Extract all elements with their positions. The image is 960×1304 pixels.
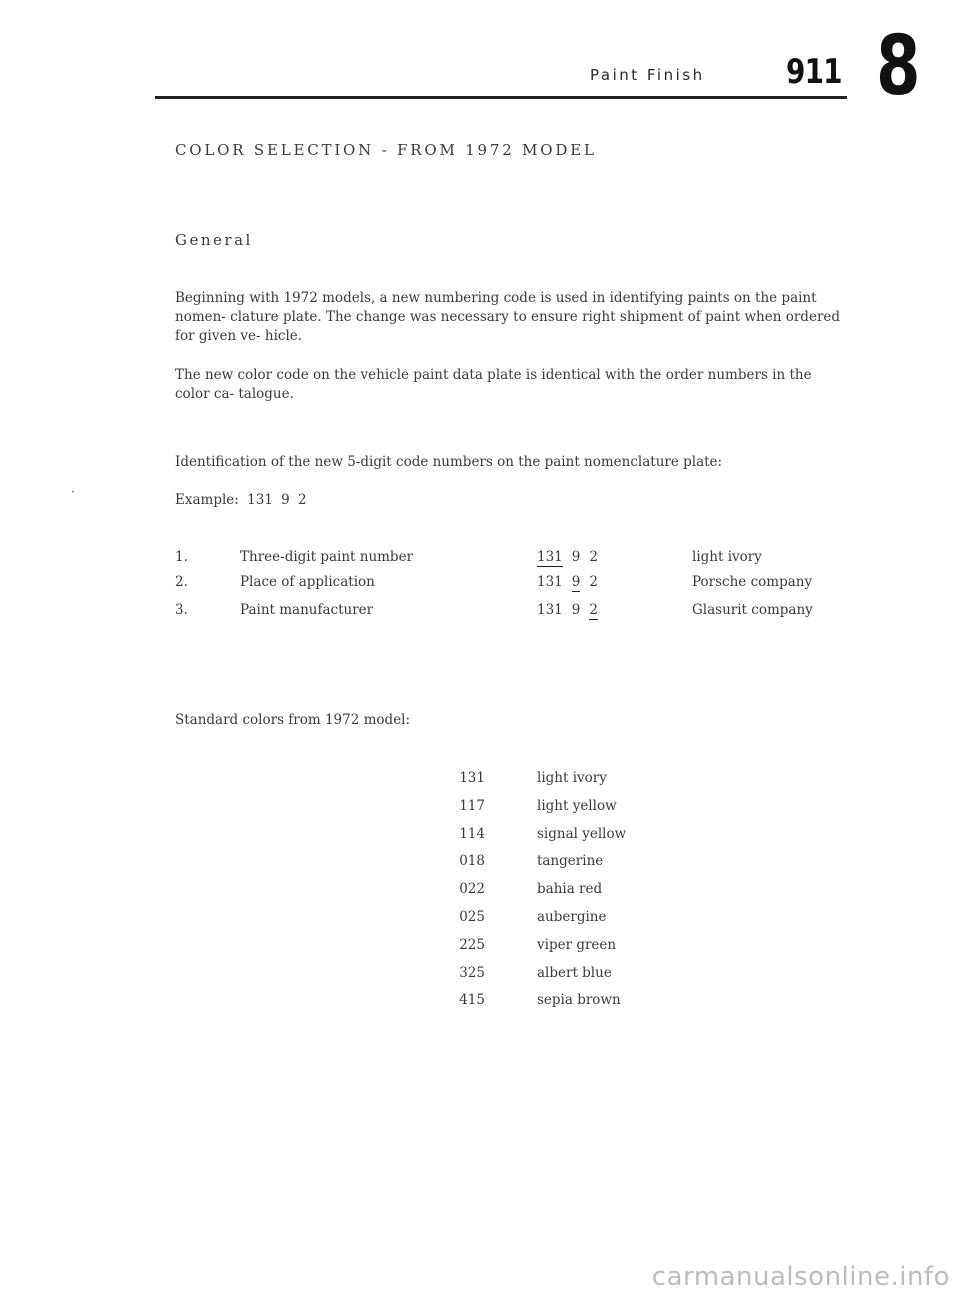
color-name: viper green — [537, 937, 617, 953]
example-row — [0, 602, 960, 622]
color-code: 225 — [459, 937, 485, 953]
color-row — [0, 798, 960, 822]
color-name: sepia brown — [537, 992, 621, 1008]
example-row-number: 2. — [175, 574, 188, 590]
model-number: 911 — [786, 52, 842, 92]
color-row — [0, 770, 960, 794]
code-part: 9 — [571, 602, 581, 618]
example-row-number: 3. — [175, 602, 188, 618]
example-row-description: Glasurit company — [692, 602, 813, 618]
paragraph-identification: Identification of the new 5-digit code numbers on the paint nomenclature plate: — [175, 454, 723, 470]
color-name: signal yellow — [537, 826, 627, 842]
example-row — [0, 574, 960, 594]
color-name: albert blue — [537, 965, 612, 981]
standard-colors-heading: Standard colors from 1972 model: — [175, 712, 411, 728]
code-part: 9 — [571, 549, 581, 565]
example-row-label: Place of application — [240, 574, 375, 590]
color-row — [0, 853, 960, 877]
color-code: 325 — [459, 965, 485, 981]
color-code: 114 — [459, 826, 485, 842]
code-part: 9 — [571, 574, 581, 590]
example-row-label: Paint manufacturer — [240, 602, 374, 618]
code-part: 2 — [589, 574, 598, 590]
color-row — [0, 881, 960, 905]
code-part: 131 — [537, 602, 563, 618]
watermark: carmanualsonline.info — [651, 1262, 950, 1292]
header-rule — [155, 96, 847, 99]
color-row — [0, 909, 960, 933]
margin-mark: · — [71, 485, 75, 499]
color-code: 117 — [459, 798, 485, 814]
example-row-number: 1. — [175, 549, 188, 565]
section-title: Paint Finish — [590, 66, 705, 84]
color-name: light ivory — [537, 770, 607, 786]
code-part: 131 — [537, 574, 563, 590]
chapter-number: 8 — [876, 19, 921, 114]
color-name: tangerine — [537, 853, 604, 869]
color-code: 022 — [459, 881, 485, 897]
example-row — [0, 549, 960, 569]
color-name: aubergine — [537, 909, 607, 925]
paragraph-color-code: The new color code on the vehicle paint data plate is identical with the order numbers in the color ca- talogue. — [175, 367, 812, 402]
color-row — [0, 937, 960, 961]
color-code: 131 — [459, 770, 485, 786]
code-part: 2 — [589, 602, 598, 618]
color-row — [0, 826, 960, 850]
example-row-code — [537, 549, 607, 567]
example-row-code — [537, 574, 607, 592]
color-code: 415 — [459, 992, 485, 1008]
example-row-description: light ivory — [692, 549, 762, 565]
color-name: bahia red — [537, 881, 603, 897]
code-part: 2 — [589, 549, 598, 565]
page-title: COLOR SELECTION - FROM 1972 MODEL — [175, 141, 597, 159]
code-part: 131 — [537, 549, 563, 565]
color-row — [0, 992, 960, 1016]
example-line: Example: 131 9 2 — [175, 492, 307, 508]
color-code: 025 — [459, 909, 485, 925]
example-row-code — [537, 602, 607, 620]
subsection-heading: General — [175, 231, 253, 249]
color-code: 018 — [459, 853, 485, 869]
example-row-label: Three-digit paint number — [240, 549, 414, 565]
color-name: light yellow — [537, 798, 617, 814]
color-row — [0, 965, 960, 989]
paragraph-intro: Beginning with 1972 models, a new numbering code is used in identifying paints on the paint nomen- clature plate. The change was necessary to ensure right shipment of paint when ordered for given ve- hicle. — [175, 290, 841, 344]
example-row-description: Porsche company — [692, 574, 813, 590]
